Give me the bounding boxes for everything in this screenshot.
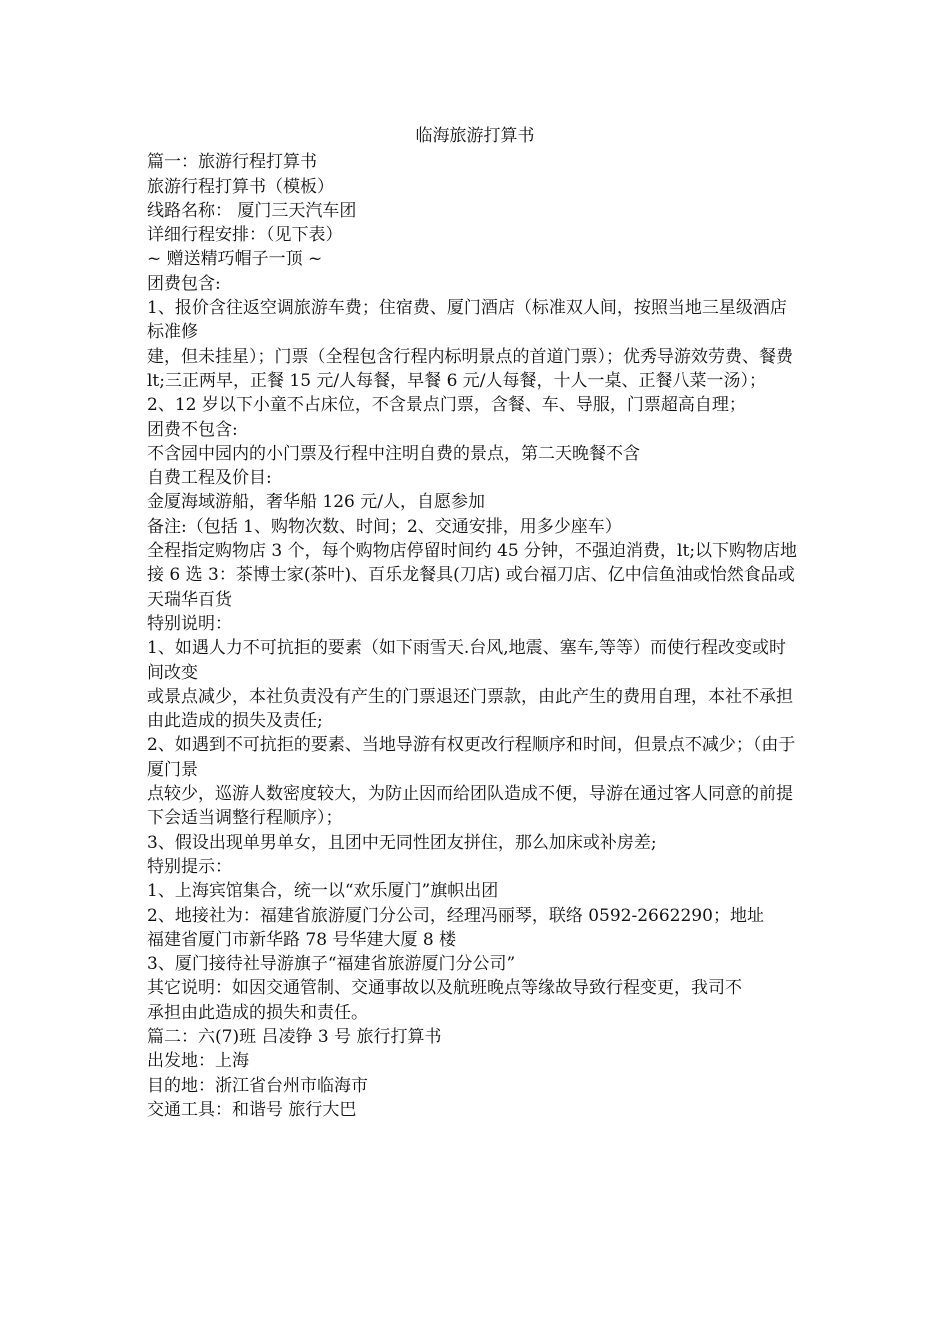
paragraph: 1、报价含往返空调旅游车费；住宿费、厦门酒店（标准双人间，按照当地三星级酒店标准修 (147, 298, 787, 343)
paragraph-list (147, 150, 803, 1122)
paragraph: 1、上海宾馆集合，统一以“欢乐厦门”旗帜出团 (147, 881, 499, 902)
paragraph: 建，但未挂星）；门票（全程包含行程内标明景点的首道门票）；优秀导游效劳费、餐费 lt;三正两早，正餐 15 元/人每餐，早餐 6 元/人每餐，十人一桌、正餐八菜一汤）； (147, 346, 793, 391)
paragraph: 2、12 岁以下小童不占床位，不含景点门票，含餐、车、导服，门票超高自理； (147, 395, 746, 416)
paragraph: 其它说明：如因交通管制、交通事故以及航班晚点等缘故导致行程变更，我司不 (147, 978, 742, 999)
document-title: 临海旅游打算书 (415, 126, 535, 146)
paragraph: 交通工具：和谐号 旅行大巴 (147, 1099, 357, 1120)
paragraph: 篇一：旅游行程打算书 (147, 152, 317, 173)
paragraph: 特别说明： (147, 613, 232, 634)
paragraph: 团费不包含: (147, 419, 238, 440)
paragraph: 全程指定购物店 3 个，每个购物店停留时间约 45 分钟，不强迫消费，lt;以下购物店地接 6 选 3：茶博士家(茶叶)、百乐龙餐具(刀店) 或台福刀店、亿中信鱼油或怡然食品或天瑞华百货 (147, 541, 798, 610)
paragraph: 出发地：上海 (147, 1051, 249, 1072)
paragraph: 特别提示： (147, 856, 232, 877)
paragraph: 不含园中园内的小门票及行程中注明自费的景点，第二天晚餐不含 (147, 443, 640, 464)
paragraph: 1、如遇人力不可抗拒的要素（如下雨雪天.台风,地震、塞车,等等）而使行程改变或时间改变 (147, 638, 787, 683)
paragraph: 目的地：浙江省台州市临海市 (147, 1075, 368, 1096)
paragraph: 线路名称： 厦门三天汽车团 (147, 200, 357, 221)
paragraph: 详细行程安排：（见下表） (147, 225, 343, 246)
document-body (147, 124, 803, 1122)
paragraph: 篇二：六(7)班 吕凌铮 3 号 旅行打算书 (147, 1026, 442, 1047)
paragraph: 点较少，巡游人数密度较大，为防止因而给团队造成不便，导游在通过客人同意的前提下会适当调整行程顺序）； (147, 784, 793, 829)
paragraph: ~ 赠送精巧帽子一顶 ~ (147, 249, 323, 270)
paragraph: 旅游行程打算书（模板） (147, 176, 334, 197)
paragraph: 或景点减少，本社负责没有产生的门票退还门票款，由此产生的费用自理，本社不承担由此造成的损失及责任; (147, 686, 793, 732)
paragraph: 2、如遇到不可抗拒的要素、当地导游有权更改行程顺序和时间，但景点不减少；（由于厦门景 (147, 735, 796, 780)
paragraph: 福建省厦门市新华路 78 号华建大厦 8 楼 (147, 929, 457, 950)
paragraph: 自费工程及价目: (147, 468, 272, 489)
paragraph: 团费包含: (147, 273, 221, 294)
paragraph: 承担由此造成的损失和责任。 (147, 1002, 368, 1023)
paragraph: 金厦海域游船，奢华船 126 元/人，自愿参加 (147, 492, 485, 513)
paragraph: 3、假设出现单男单女，且团中无同性团友拼住，那么加床或补房差; (147, 832, 657, 853)
paragraph: 3、厦门接待社导游旗子“福建省旅游厦门分公司” (147, 954, 516, 975)
paragraph: 备注:（包括 1、购物次数、时间；2、交通安排，用多少座车） (147, 516, 622, 537)
paragraph: 2、地接社为：福建省旅游厦门分公司，经理冯丽琴，联络 0592-2662290；地址 (147, 905, 764, 926)
